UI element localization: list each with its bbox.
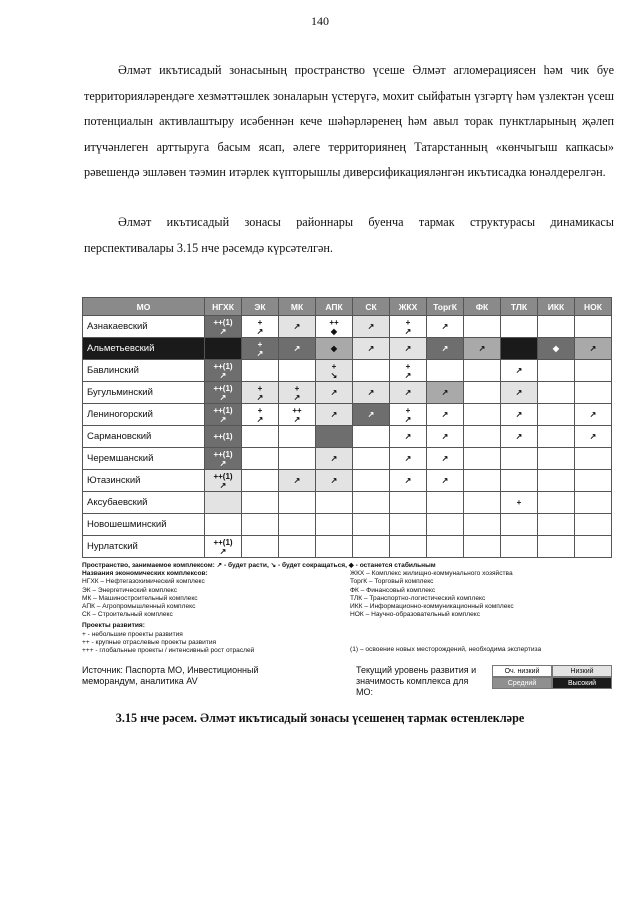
matrix-cell <box>205 404 242 426</box>
district-name: Бугульминский <box>83 382 205 404</box>
matrix-cell <box>538 404 575 426</box>
legend-top-line: Пространство, занимаемое комплексом: ↗ - будет расти, ↘ - будет сокращаться, ◆ - останется стабильным <box>82 562 436 569</box>
matrix-cell <box>390 470 427 492</box>
matrix-cell <box>538 360 575 382</box>
matrix-cell <box>538 426 575 448</box>
scale-high: Высокий <box>552 677 612 689</box>
legend-item: ИКК – Информационно-коммуникационный комплекс <box>350 603 514 611</box>
legend-item: ФК – Финансовый комплекс <box>350 586 436 594</box>
table-row <box>83 492 612 514</box>
matrix-cell <box>538 382 575 404</box>
legend-item: СК – Строительный комплекс <box>82 611 173 619</box>
paragraph-1 <box>84 58 614 186</box>
project-mark: ++(1) <box>213 449 233 459</box>
matrix-cell <box>427 360 464 382</box>
matrix-cell <box>242 448 279 470</box>
matrix-cell <box>205 492 242 514</box>
trend-icon: ↗ <box>293 392 301 402</box>
table-row <box>83 514 612 536</box>
project-mark: ++ <box>329 317 339 327</box>
column-header: НГХК <box>205 298 242 316</box>
project-mark: + <box>257 339 263 349</box>
trend-icon: ◆ <box>330 326 338 336</box>
project-mark: + <box>405 405 411 415</box>
legend-item: АПК – Агропромышленный комплекс <box>82 603 196 611</box>
column-header: ЖКХ <box>390 298 427 316</box>
legend-item: ЖКХ – Комплекс жилищно-коммунального хозяйства <box>350 570 513 578</box>
trend-icon: ↗ <box>293 322 301 331</box>
matrix-cell <box>353 448 390 470</box>
matrix-cell <box>464 382 501 404</box>
level-scale <box>492 665 612 698</box>
matrix-cell <box>427 404 464 426</box>
matrix-cell <box>501 316 538 338</box>
matrix-cell <box>464 404 501 426</box>
matrix-cell <box>279 536 316 558</box>
table-row <box>83 382 612 404</box>
matrix-cell <box>390 382 427 404</box>
matrix-cell <box>279 382 316 404</box>
matrix-cell <box>316 360 353 382</box>
matrix-cell <box>242 514 279 536</box>
matrix-cell <box>279 426 316 448</box>
matrix-cell <box>353 316 390 338</box>
matrix-cell <box>575 426 612 448</box>
trend-icon: ↗ <box>515 432 523 441</box>
matrix-cell <box>390 426 427 448</box>
trend-icon: ↗ <box>293 344 301 353</box>
trend-icon: ↗ <box>256 392 264 402</box>
matrix-cell <box>575 382 612 404</box>
legend-note: (1) – освоение новых месторождений, необходима экспертиза <box>350 646 542 654</box>
matrix-cell <box>353 492 390 514</box>
matrix-cell <box>279 316 316 338</box>
trend-icon: ↗ <box>589 344 597 353</box>
matrix-cell <box>316 426 353 448</box>
figure-legend <box>82 562 612 655</box>
matrix-cell <box>464 514 501 536</box>
matrix-cell <box>575 492 612 514</box>
legend-item: ТЛК – Транспортно-логистический комплекс <box>350 594 486 602</box>
trend-icon: ↗ <box>441 476 449 485</box>
matrix-cell <box>575 338 612 360</box>
project-mark: + <box>294 383 300 393</box>
matrix-cell <box>242 338 279 360</box>
matrix-cell <box>316 492 353 514</box>
matrix-cell <box>464 536 501 558</box>
matrix-cell <box>501 536 538 558</box>
project-mark: + <box>257 405 263 415</box>
project-mark: ++ <box>292 405 302 415</box>
matrix-cell <box>427 382 464 404</box>
table-row <box>83 470 612 492</box>
project-mark: ++(1) <box>213 471 233 481</box>
matrix-cell <box>242 316 279 338</box>
matrix-cell <box>538 492 575 514</box>
project-mark: ++(1) <box>213 383 233 393</box>
matrix-cell <box>427 492 464 514</box>
matrix-cell <box>575 360 612 382</box>
project-mark: ++(1) <box>213 361 233 371</box>
table-row <box>83 360 612 382</box>
legend-projects-title: Проекты развития: <box>82 622 145 630</box>
matrix-cell <box>501 492 538 514</box>
matrix-cell <box>316 338 353 360</box>
trend-icon: ↗ <box>330 476 338 485</box>
figure-3-15 <box>82 297 612 698</box>
table-row <box>83 338 612 360</box>
matrix-cell <box>501 382 538 404</box>
trend-icon: ↗ <box>478 344 486 353</box>
project-mark: + <box>257 317 263 327</box>
trend-icon: ↗ <box>256 414 264 424</box>
project-mark: + <box>516 498 522 507</box>
matrix-cell <box>427 448 464 470</box>
column-header: ИКК <box>538 298 575 316</box>
matrix-cell <box>464 316 501 338</box>
trend-icon: ↗ <box>367 388 375 397</box>
project-mark: + <box>405 317 411 327</box>
matrix-cell <box>242 536 279 558</box>
legend-item: ТоргК – Торговый комплекс <box>350 578 434 586</box>
trend-icon: ↗ <box>330 454 338 463</box>
industry-matrix-table <box>82 297 612 558</box>
paragraph-2 <box>84 210 614 261</box>
trend-icon: ↗ <box>404 454 412 463</box>
matrix-cell <box>501 360 538 382</box>
current-level-block <box>356 665 612 698</box>
trend-icon: ↗ <box>219 414 227 424</box>
matrix-cell <box>501 448 538 470</box>
matrix-cell <box>575 514 612 536</box>
matrix-cell <box>353 360 390 382</box>
matrix-cell <box>427 536 464 558</box>
matrix-cell <box>427 514 464 536</box>
current-level-label: Текущий уровень развития и значимость комплекса для МО: <box>356 665 477 698</box>
figure-footer <box>82 665 612 698</box>
table-header-row <box>83 298 612 316</box>
district-name: Лениногорский <box>83 404 205 426</box>
project-mark: ++(1) <box>213 537 233 547</box>
trend-icon: ↗ <box>515 366 523 375</box>
legend-item: НОК – Научно-образовательный комплекс <box>350 611 480 619</box>
matrix-cell <box>464 448 501 470</box>
paragraph-2-text: Әлмәт икътисадый зонасы районнары буенча тармак структурасы динамикасы перспективалары 3.15 нче рәсемдә күрсәтелгән. <box>84 215 614 255</box>
matrix-cell <box>353 338 390 360</box>
matrix-cell <box>427 316 464 338</box>
legend-item: НГХК – Нефтегазохимический комплекс <box>82 578 205 586</box>
matrix-cell <box>464 338 501 360</box>
matrix-cell <box>538 514 575 536</box>
trend-icon: ↗ <box>441 344 449 353</box>
trend-icon: ↗ <box>441 410 449 419</box>
matrix-cell <box>575 404 612 426</box>
matrix-cell <box>353 382 390 404</box>
trend-icon: ↗ <box>589 432 597 441</box>
table-row <box>83 426 612 448</box>
matrix-cell <box>316 404 353 426</box>
matrix-cell <box>501 426 538 448</box>
project-mark: + <box>257 383 263 393</box>
matrix-cell <box>538 470 575 492</box>
trend-icon: ↗ <box>367 322 375 331</box>
matrix-cell <box>390 492 427 514</box>
legend-project-item: + - небольшие проекты развития <box>82 630 183 638</box>
legend-project-item: ++ - крупные отраслевые проекты развития <box>82 638 217 646</box>
matrix-cell <box>501 514 538 536</box>
district-name: Ютазинский <box>83 470 205 492</box>
trend-icon: ↗ <box>330 410 338 419</box>
matrix-cell <box>427 338 464 360</box>
matrix-cell <box>501 470 538 492</box>
scale-medium: Средний <box>492 677 552 689</box>
column-header: ТЛК <box>501 298 538 316</box>
table-row <box>83 448 612 470</box>
trend-icon: ↗ <box>404 344 412 353</box>
trend-icon: ↗ <box>330 388 338 397</box>
trend-icon: ↗ <box>367 344 375 353</box>
table-row <box>83 536 612 558</box>
figure-source: Источник: Паспорта МО, Инвестиционный меморандум, аналитика AV <box>82 665 259 687</box>
matrix-cell <box>205 338 242 360</box>
project-mark: + <box>405 361 411 371</box>
column-header: МК <box>279 298 316 316</box>
matrix-cell <box>390 360 427 382</box>
legend-projects <box>82 622 344 655</box>
matrix-cell <box>353 426 390 448</box>
matrix-cell <box>316 536 353 558</box>
matrix-cell <box>538 536 575 558</box>
matrix-cell <box>390 404 427 426</box>
trend-icon: ↗ <box>441 454 449 463</box>
matrix-cell <box>242 426 279 448</box>
matrix-cell <box>205 470 242 492</box>
trend-icon: ↗ <box>219 480 227 490</box>
matrix-cell <box>242 382 279 404</box>
district-name: Нурлатский <box>83 536 205 558</box>
table-row <box>83 404 612 426</box>
trend-icon: ↗ <box>404 388 412 397</box>
district-name: Сармановский <box>83 426 205 448</box>
legend-item: МК – Машиностроительный комплекс <box>82 594 198 602</box>
legend-names-title: Названия экономических комплексов: <box>82 570 208 578</box>
matrix-cell <box>205 316 242 338</box>
scale-very-low: Оч. низкий <box>492 665 552 677</box>
trend-icon: ↗ <box>367 410 375 419</box>
column-header: НОК <box>575 298 612 316</box>
trend-icon: ↗ <box>404 476 412 485</box>
matrix-cell <box>279 404 316 426</box>
matrix-cell <box>205 514 242 536</box>
matrix-cell <box>353 470 390 492</box>
matrix-cell <box>279 514 316 536</box>
page-number: 140 <box>311 14 329 28</box>
legend-note-wrap <box>350 622 612 655</box>
matrix-cell <box>390 448 427 470</box>
matrix-cell <box>242 360 279 382</box>
matrix-cell <box>575 470 612 492</box>
matrix-cell <box>501 404 538 426</box>
matrix-cell <box>501 338 538 360</box>
trend-icon: ↗ <box>404 370 412 380</box>
district-name: Азнакаевский <box>83 316 205 338</box>
matrix-cell <box>353 514 390 536</box>
matrix-cell <box>390 514 427 536</box>
column-header: ТоргК <box>427 298 464 316</box>
matrix-cell <box>575 448 612 470</box>
trend-icon: ↗ <box>441 322 449 331</box>
matrix-cell <box>205 360 242 382</box>
matrix-cell <box>205 536 242 558</box>
figure-caption: 3.15 нче рәсем. Әлмәт икътисадый зонасы үсешенең тармак өстенлекләре <box>115 711 525 725</box>
table-row <box>83 316 612 338</box>
matrix-cell <box>427 426 464 448</box>
district-name: Черемшанский <box>83 448 205 470</box>
column-header: ФК <box>464 298 501 316</box>
column-header: АПК <box>316 298 353 316</box>
matrix-cell <box>353 536 390 558</box>
trend-icon: ↗ <box>441 388 449 397</box>
trend-icon: ◆ <box>330 344 338 353</box>
matrix-cell <box>464 360 501 382</box>
trend-icon: ↗ <box>293 476 301 485</box>
district-name: Аксубаевский <box>83 492 205 514</box>
project-mark: + <box>331 361 337 371</box>
scale-low: Низкий <box>552 665 612 677</box>
matrix-cell <box>242 492 279 514</box>
trend-icon: ↗ <box>256 326 264 336</box>
trend-icon: ↗ <box>293 414 301 424</box>
trend-icon: ↗ <box>441 432 449 441</box>
matrix-cell <box>575 316 612 338</box>
matrix-cell <box>427 470 464 492</box>
matrix-cell <box>279 338 316 360</box>
trend-icon: ↗ <box>219 458 227 468</box>
district-name: Бавлинский <box>83 360 205 382</box>
district-name: Альметьевский <box>83 338 205 360</box>
matrix-cell <box>538 448 575 470</box>
trend-icon: ↗ <box>515 410 523 419</box>
project-mark: ++(1) <box>213 405 233 415</box>
table-body <box>83 316 612 558</box>
trend-icon: ↗ <box>589 410 597 419</box>
matrix-cell <box>390 536 427 558</box>
matrix-cell <box>390 316 427 338</box>
matrix-cell <box>242 404 279 426</box>
matrix-cell <box>205 448 242 470</box>
project-mark: ++(1) <box>213 432 233 441</box>
matrix-cell <box>538 338 575 360</box>
matrix-cell <box>390 338 427 360</box>
column-header: ЭК <box>242 298 279 316</box>
matrix-cell <box>316 470 353 492</box>
trend-icon: ↗ <box>404 414 412 424</box>
matrix-cell <box>575 536 612 558</box>
project-mark: ++(1) <box>213 317 233 327</box>
matrix-cell <box>316 448 353 470</box>
trend-icon: ↗ <box>256 348 264 358</box>
matrix-cell <box>279 492 316 514</box>
trend-icon: ↗ <box>404 326 412 336</box>
matrix-cell <box>316 316 353 338</box>
matrix-cell <box>464 470 501 492</box>
trend-icon: ↗ <box>219 546 227 556</box>
legend-project-item: +++ - глобальные проекты / интенсивный рост отраслей <box>82 647 255 655</box>
matrix-cell <box>353 404 390 426</box>
legend-left-column <box>82 570 344 619</box>
matrix-cell <box>242 470 279 492</box>
trend-icon: ↗ <box>219 370 227 380</box>
matrix-cell <box>279 360 316 382</box>
matrix-cell <box>538 316 575 338</box>
paragraph-1-text: Әлмәт икътисадый зонасының пространство үсеше Әлмәт агломерациясен һәм чик буе территорияләрендәге хезмәттәшлек зоналарын үстерүгә, мохит сыйфатын үзгәртү һәм үзлектән үсеш потенциалын активлаштыру исәбеннән кече шәһәрләренең һәм авыл торак пунктларының җәлеп итүчәнлеген арттыруга басым ясап, әлеге территориянең Татарстанның «көнчыгыш капкасы» рәвешендә эшләвен тәэмин итәрлек күпторышлы диверсификацияләнгән икътисадка юнәлдерелгән. <box>84 63 614 180</box>
matrix-cell <box>279 470 316 492</box>
trend-icon: ↗ <box>515 388 523 397</box>
trend-icon: ↘ <box>330 370 338 380</box>
trend-icon: ↗ <box>404 432 412 441</box>
column-header: МО <box>83 298 205 316</box>
matrix-cell <box>464 426 501 448</box>
legend-item: ЭК – Энергетический комплекс <box>82 586 178 594</box>
matrix-cell <box>464 492 501 514</box>
matrix-cell <box>279 448 316 470</box>
matrix-cell <box>205 426 242 448</box>
trend-icon: ↗ <box>219 326 227 336</box>
matrix-cell <box>316 514 353 536</box>
column-header: СК <box>353 298 390 316</box>
matrix-cell <box>205 382 242 404</box>
legend-right-column <box>350 570 612 619</box>
matrix-cell <box>316 382 353 404</box>
district-name: Новошешминский <box>83 514 205 536</box>
trend-icon: ◆ <box>552 344 560 353</box>
trend-icon: ↗ <box>219 392 227 402</box>
